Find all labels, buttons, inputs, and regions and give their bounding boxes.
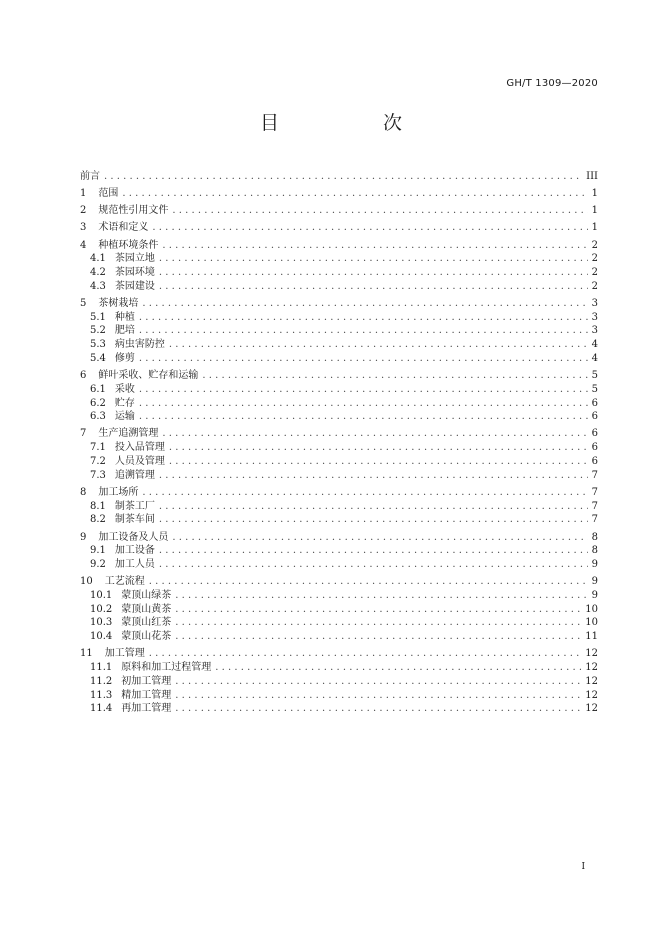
toc-section-entry[interactable] — [80, 410, 598, 424]
toc-leader-dots — [139, 324, 588, 338]
toc-leader-dots — [152, 221, 587, 235]
toc-entry-number: 10.1 — [90, 589, 113, 601]
toc-entry-title: 种植 — [114, 311, 135, 323]
toc-page-number: 6 — [591, 397, 598, 409]
toc-entry-title: 茶园环境 — [114, 267, 155, 279]
toc-entry-title: 制茶工厂 — [114, 500, 155, 512]
toc-entry-number: 11 — [80, 648, 93, 660]
toc-entry-title: 再加工管理 — [121, 703, 172, 715]
toc-chapter-entry[interactable] — [80, 369, 598, 383]
toc-section-entry[interactable] — [80, 352, 598, 366]
toc-section-entry[interactable] — [80, 280, 598, 294]
toc-page-number: 7 — [591, 514, 598, 526]
toc-leader-dots — [202, 369, 587, 383]
toc-entry-title: 运输 — [114, 411, 135, 423]
toc-entry-title: 原料和加工过程管理 — [121, 662, 212, 674]
toc-entry-number: 7.3 — [90, 469, 106, 481]
toc-section-entry[interactable] — [80, 500, 598, 514]
toc-chapter-entry[interactable] — [80, 187, 598, 201]
toc-leader-dots — [172, 531, 587, 545]
toc-chapter-entry[interactable] — [80, 239, 598, 253]
toc-page-number: 1 — [591, 188, 598, 200]
toc-section-entry[interactable] — [80, 689, 598, 703]
toc-entry-number: 11.2 — [90, 675, 113, 687]
toc-entry-number: 10.2 — [90, 603, 113, 615]
toc-page-number: 3 — [591, 311, 598, 323]
toc-leader-dots — [139, 352, 588, 366]
toc-entry-title: 茶园立地 — [114, 253, 155, 265]
toc-page-number: 7 — [591, 500, 598, 512]
toc-page-number: 6 — [591, 428, 598, 440]
toc-section-entry[interactable] — [80, 383, 598, 397]
toc-page-number: 3 — [591, 325, 598, 337]
toc-leader-dots — [139, 383, 588, 397]
toc-page-number: 10 — [585, 617, 598, 629]
toc-page-number: 7 — [591, 469, 598, 481]
toc-page-number: 12 — [585, 675, 598, 687]
toc-leader-dots — [142, 486, 587, 500]
toc-leader-dots — [175, 616, 581, 630]
toc-page-number: 5 — [591, 370, 598, 382]
toc-section-entry[interactable] — [80, 675, 598, 689]
toc-entry-number: 5.1 — [90, 311, 106, 323]
toc-page-number: 2 — [591, 253, 598, 265]
toc-page-number: 1 — [591, 222, 598, 234]
toc-page-number: 6 — [591, 455, 598, 467]
toc-leader-dots — [175, 603, 581, 617]
toc-leader-dots — [159, 469, 588, 483]
toc-entry-number: 8.1 — [90, 500, 106, 512]
toc-entry-title: 种植环境条件 — [98, 239, 159, 251]
toc-entry-title: 初加工管理 — [121, 675, 172, 687]
toc-entry-title: 鲜叶采收、贮存和运输 — [98, 370, 199, 382]
toc-entry-number: 7 — [80, 428, 87, 440]
toc-leader-dots — [159, 558, 588, 572]
toc-leader-dots — [169, 338, 588, 352]
toc-entry-title: 加工场所 — [98, 486, 139, 498]
toc-entry-title: 采收 — [114, 383, 135, 395]
toc-leader-dots — [159, 544, 588, 558]
toc-entry-number: 6.3 — [90, 411, 106, 423]
toc-entry-number: 5.3 — [90, 339, 106, 351]
toc-section-entry[interactable] — [80, 311, 598, 325]
toc-entry-title: 工艺流程 — [104, 576, 145, 588]
toc-entry-title: 蒙顶山红茶 — [121, 617, 172, 629]
toc-entry-number: 10.4 — [90, 631, 113, 643]
toc-entry-number: 4 — [80, 239, 87, 251]
toc-page-number: 12 — [585, 689, 598, 701]
toc-page-number: 12 — [585, 662, 598, 674]
toc-leader-dots — [159, 252, 588, 266]
toc-leader-dots — [139, 397, 588, 411]
toc-page-number: 11 — [585, 631, 598, 643]
toc-leader-dots — [149, 575, 588, 589]
toc-section-entry[interactable] — [80, 603, 598, 617]
toc-entry-title: 追溯管理 — [114, 469, 155, 481]
toc-entry-number: 7.2 — [90, 455, 106, 467]
toc-entry-title: 蒙顶山花茶 — [121, 631, 172, 643]
toc-entry-number: 9 — [80, 531, 87, 543]
toc-leader-dots — [104, 170, 582, 184]
toc-page-number: 8 — [591, 545, 598, 557]
toc-chapter-entry[interactable] — [80, 486, 598, 500]
toc-page-number: 9 — [591, 576, 598, 588]
toc-page-number: 2 — [591, 280, 598, 292]
toc-page-number: 6 — [591, 442, 598, 454]
toc-page-number: 2 — [591, 239, 598, 251]
toc-section-entry[interactable] — [80, 558, 598, 572]
toc-entry-title: 茶园建设 — [114, 280, 155, 292]
toc-leader-dots — [175, 689, 581, 703]
toc-entry-title: 人员及管理 — [114, 455, 165, 467]
toc-chapter-entry[interactable] — [80, 297, 598, 311]
page-title: 目 次 — [259, 112, 424, 134]
toc-entry-number: 5.2 — [90, 325, 106, 337]
toc-entry-title: 前言 — [80, 171, 100, 182]
toc-entry-number: 11.3 — [90, 689, 113, 701]
toc-chapter-entry[interactable] — [80, 170, 598, 184]
toc-section-entry[interactable] — [80, 266, 598, 280]
toc-chapter-entry[interactable] — [80, 427, 598, 441]
toc-entry-title: 贮存 — [114, 397, 135, 409]
toc-entry-number: 4.3 — [90, 280, 106, 292]
toc-leader-dots — [215, 661, 581, 675]
toc-entry-title: 蒙顶山黄茶 — [121, 603, 172, 615]
toc-section-entry[interactable] — [80, 441, 598, 455]
toc-entry-number: 10.3 — [90, 617, 113, 629]
toc-entry-number: 8.2 — [90, 514, 106, 526]
toc-leader-dots — [175, 702, 581, 716]
toc-entry-title: 精加工管理 — [121, 689, 172, 701]
toc-leader-dots — [122, 187, 587, 201]
table-of-contents — [80, 170, 598, 716]
toc-entry-number: 4.1 — [90, 253, 106, 265]
toc-page-number: 9 — [591, 559, 598, 571]
toc-section-entry[interactable] — [80, 397, 598, 411]
toc-entry-title: 制茶车间 — [114, 514, 155, 526]
toc-leader-dots — [159, 500, 588, 514]
toc-page-number: III — [586, 171, 598, 182]
toc-entry-title: 肥培 — [114, 325, 135, 337]
toc-leader-dots — [159, 513, 588, 527]
toc-leader-dots — [159, 266, 588, 280]
toc-section-entry[interactable] — [80, 455, 598, 469]
toc-section-entry[interactable] — [80, 469, 598, 483]
toc-chapter-entry[interactable] — [80, 221, 598, 235]
toc-leader-dots — [169, 441, 588, 455]
toc-page-number: 12 — [585, 648, 598, 660]
toc-entry-title: 加工设备 — [114, 545, 155, 557]
toc-page-number: 10 — [585, 603, 598, 615]
toc-entry-number: 1 — [80, 188, 87, 200]
toc-leader-dots — [172, 204, 587, 218]
toc-page-number: 7 — [591, 486, 598, 498]
toc-leader-dots — [139, 410, 588, 424]
toc-leader-dots — [162, 427, 587, 441]
toc-entry-number: 9.2 — [90, 559, 106, 571]
toc-chapter-entry[interactable] — [80, 531, 598, 545]
standard-code: GH/T 1309—2020 — [506, 78, 598, 89]
toc-page-number: 3 — [591, 297, 598, 309]
toc-entry-number: 6.1 — [90, 383, 106, 395]
toc-leader-dots — [169, 455, 588, 469]
toc-entry-title: 修剪 — [114, 352, 135, 364]
toc-section-entry[interactable] — [80, 616, 598, 630]
toc-entry-number: 5.4 — [90, 352, 106, 364]
toc-leader-dots — [139, 311, 588, 325]
toc-leader-dots — [175, 589, 587, 603]
toc-entry-number: 10 — [80, 576, 93, 588]
toc-entry-number: 11.4 — [90, 703, 113, 715]
toc-leader-dots — [149, 647, 582, 661]
toc-section-entry[interactable] — [80, 338, 598, 352]
toc-entry-number: 2 — [80, 205, 87, 217]
toc-page-number: 2 — [591, 267, 598, 279]
toc-page-number: 4 — [591, 339, 598, 351]
toc-chapter-entry[interactable] — [80, 575, 598, 589]
toc-entry-number: 7.1 — [90, 442, 106, 454]
toc-entry-number: 6.2 — [90, 397, 106, 409]
toc-page-number: 9 — [591, 589, 598, 601]
toc-entry-title: 投入品管理 — [114, 442, 165, 454]
toc-page-number: 8 — [591, 531, 598, 543]
toc-entry-title: 范围 — [98, 188, 119, 200]
toc-page-number: 1 — [591, 205, 598, 217]
toc-section-entry[interactable] — [80, 324, 598, 338]
toc-entry-title: 生产追溯管理 — [98, 428, 159, 440]
toc-entry-title: 术语和定义 — [98, 222, 149, 234]
toc-entry-number: 6 — [80, 370, 87, 382]
toc-section-entry[interactable] — [80, 252, 598, 266]
toc-entry-title: 加工人员 — [114, 559, 155, 571]
toc-section-entry[interactable] — [80, 630, 598, 644]
toc-entry-number: 8 — [80, 486, 87, 498]
toc-section-entry[interactable] — [80, 702, 598, 716]
toc-entry-number: 9.1 — [90, 545, 106, 557]
toc-chapter-entry[interactable] — [80, 204, 598, 218]
toc-leader-dots — [175, 675, 581, 689]
toc-chapter-entry[interactable] — [80, 647, 598, 661]
toc-leader-dots — [159, 280, 588, 294]
toc-entry-title: 茶树栽培 — [98, 297, 139, 309]
toc-entry-title: 规范性引用文件 — [98, 205, 169, 217]
toc-entry-number: 4.2 — [90, 267, 106, 279]
toc-leader-dots — [142, 297, 587, 311]
toc-page-number: 12 — [585, 703, 598, 715]
toc-section-entry[interactable] — [80, 544, 598, 558]
toc-entry-title: 加工设备及人员 — [98, 531, 169, 543]
toc-section-entry[interactable] — [80, 513, 598, 527]
toc-entry-number: 11.1 — [90, 662, 113, 674]
toc-entry-number: 5 — [80, 297, 87, 309]
toc-entry-title: 加工管理 — [104, 648, 145, 660]
toc-section-entry[interactable] — [80, 589, 598, 603]
toc-leader-dots — [162, 239, 587, 253]
toc-leader-dots — [175, 630, 581, 644]
toc-entry-title: 病虫害防控 — [114, 339, 165, 351]
toc-page-number: 5 — [591, 383, 598, 395]
toc-section-entry[interactable] — [80, 661, 598, 675]
toc-page-number: 6 — [591, 411, 598, 423]
toc-entry-number: 3 — [80, 222, 87, 234]
page-number: I — [581, 862, 585, 872]
toc-page-number: 4 — [591, 352, 598, 364]
toc-entry-title: 蒙顶山绿茶 — [121, 589, 172, 601]
